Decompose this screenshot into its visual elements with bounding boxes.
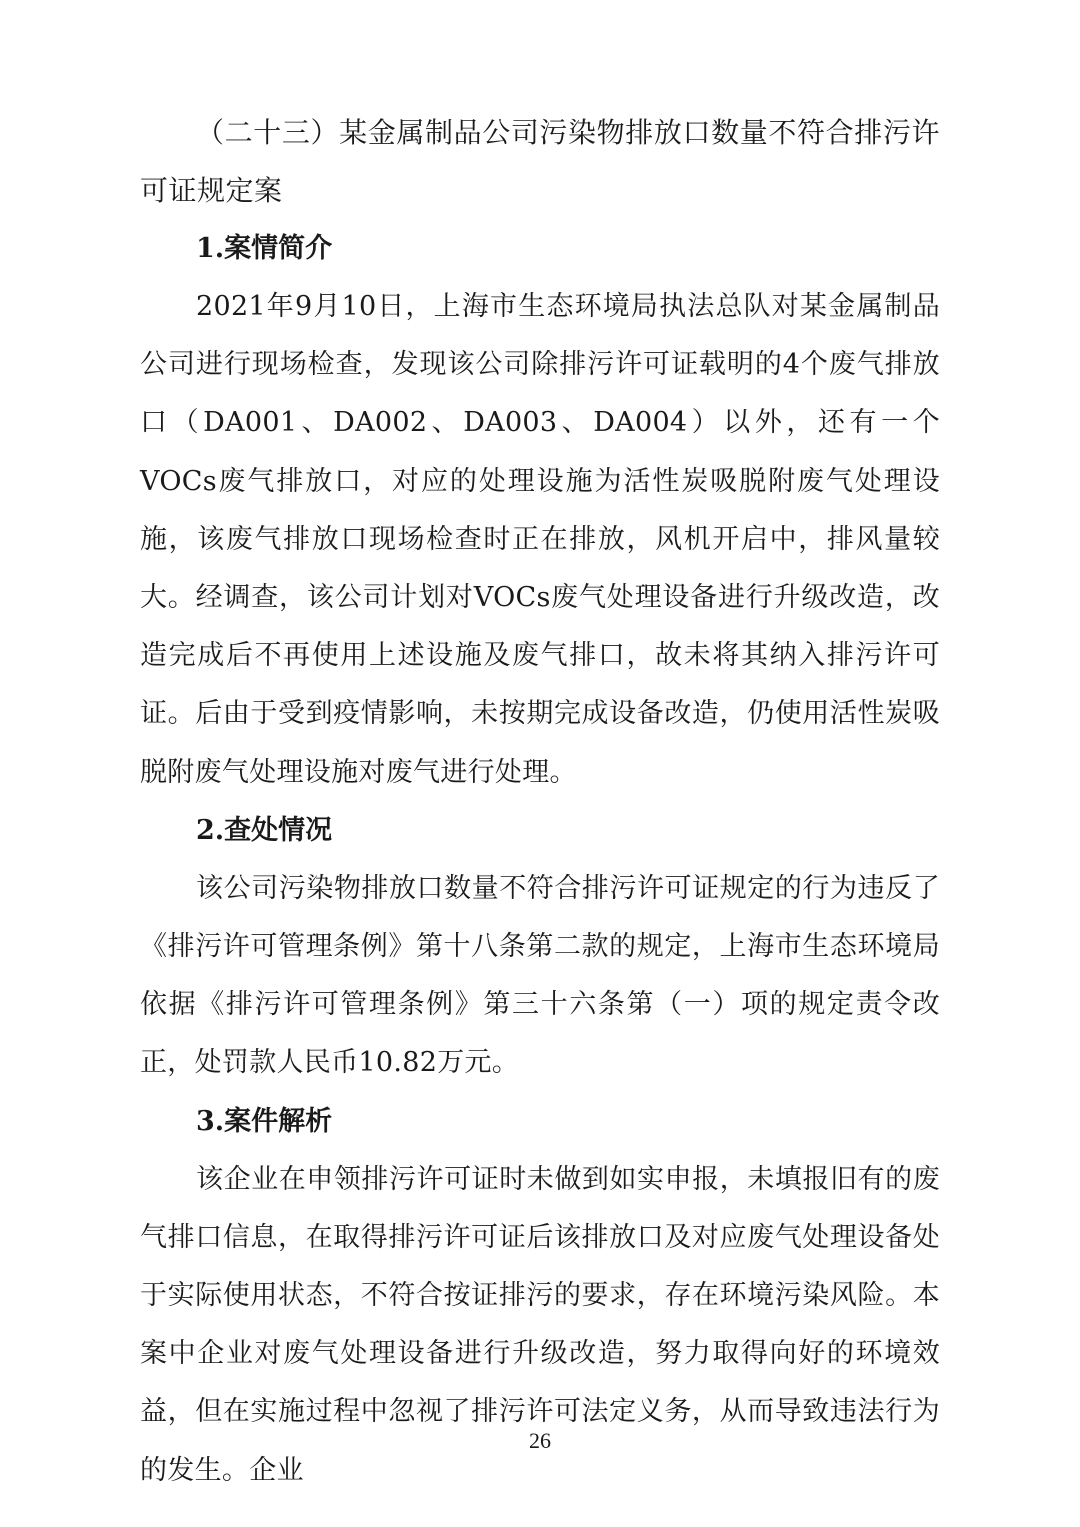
section-heading-case-summary: 1.案情简介 [196, 233, 333, 264]
page-number: 26 [529, 1428, 551, 1453]
section-heading-case-analysis: 3.案件解析 [196, 1105, 333, 1137]
case-analysis-paragraph: 该企业在申领排污许可证时未做到如实申报，未填报旧有的废气排口信息，在取得排污许可证后该排放口及对应废气处理设备处于实际使用状态，不符合按证排污的要求，存在环境污染风险。本案中企业对废气处理设备进行升级改造，努力取得向好的环境效益，但在实施过程中忽视了排污许可法定义务，从而导致违法行为的发生。企业 [140, 1163, 940, 1486]
investigation-paragraph: 该公司污染物排放口数量不符合排污许可证规定的行为违反了《排污许可管理条例》第十八条第二款的规定，上海市生态环境局依据《排污许可管理条例》第三十六条第（一）项的规定责令改正，处罚款人民币10.82万元。 [140, 872, 940, 1079]
section-heading-investigation: 2.查处情况 [196, 814, 333, 846]
document-title: （二十三）某金属制品公司污染物排放口数量不符合排污许可证规定案 [140, 116, 940, 207]
document-body [140, 104, 940, 1500]
case-summary-paragraph: 2021年9月10日，上海市生态环境局执法总队对某金属制品公司进行现场检查，发现该公司除排污许可证载明的4个废气排放口（DA001、DA002、DA003、DA004）以外，还有一个VOCs废气排放口，对应的处理设施为活性炭吸脱附废气处理设施，该废气排放口现场检查时正在排放，风机开启中，排风量较大。经调查，该公司计划对VOCs废气处理设备进行升级改造，改造完成后不再使用上述设施及废气排口，故未将其纳入排污许可证。后由于受到疫情影响，未按期完成设备改造，仍使用活性炭吸脱附废气处理设施对废气进行处理。 [140, 291, 940, 788]
